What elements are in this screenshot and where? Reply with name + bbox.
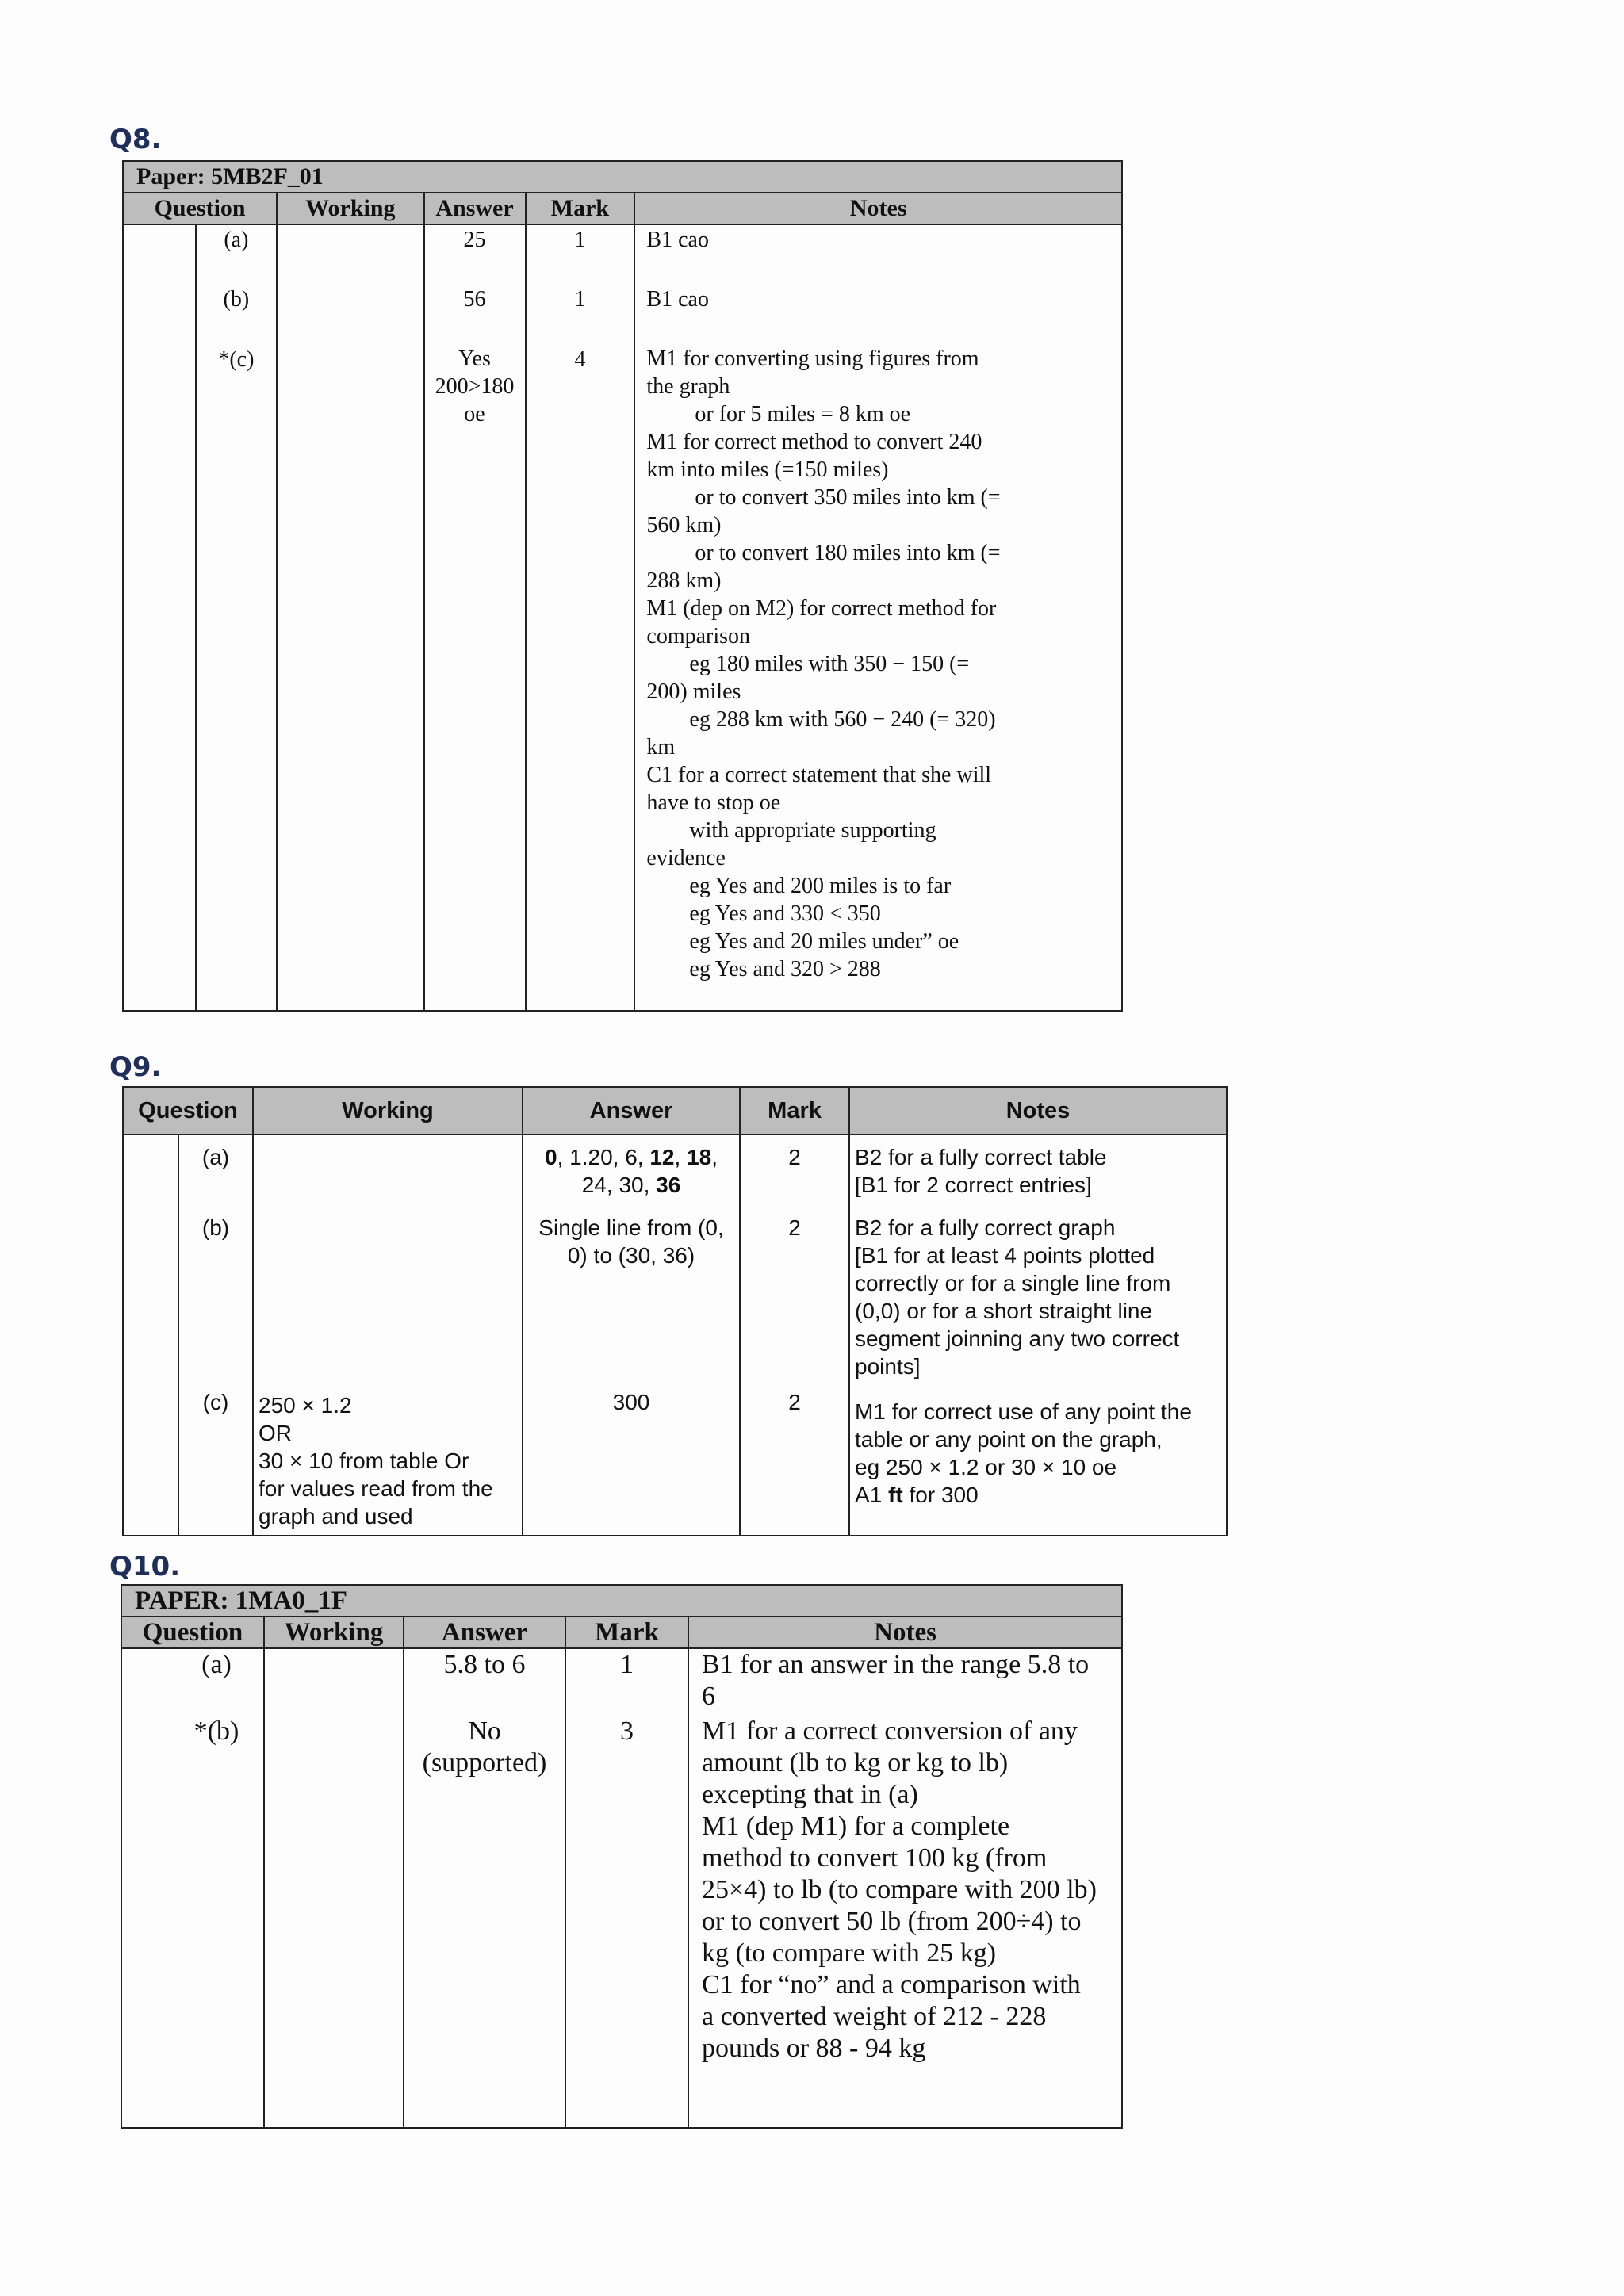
q10-mark-a: 1 — [620, 1650, 634, 1679]
q8-note-line: M1 (dep on M2) for correct method for — [646, 596, 997, 621]
q9-note-line: correctly or for a single line from — [855, 1271, 1171, 1295]
q8-note-line: eg 180 miles with 350 − 150 (= — [689, 652, 970, 676]
answer-value-bold: 18 — [687, 1145, 712, 1169]
q8-note-line: comparison — [646, 624, 751, 649]
q8-part-a: (a) — [224, 228, 249, 252]
q8-mark-c: 4 — [574, 347, 586, 372]
table-row — [121, 1648, 1122, 1716]
q10-note-line: excepting that in (a) — [702, 1780, 918, 1809]
q10-header-working: Working — [264, 1617, 404, 1648]
answer-value: , 1.20, 6, — [557, 1145, 650, 1169]
q10-note-line: method to convert 100 kg (from — [702, 1843, 1048, 1873]
q10-heading: Q10. — [109, 1551, 181, 1582]
q8-note-line: the graph — [646, 374, 730, 399]
answer-value: 24, 30, — [581, 1173, 657, 1197]
q10-header-mark: Mark — [565, 1617, 688, 1648]
q10-note-line: M1 for a correct conversion of any — [702, 1716, 1078, 1746]
q10-header-question: Question — [121, 1617, 264, 1648]
table-row — [123, 285, 1122, 345]
q8-paper-code: Paper: 5MB2F_01 — [123, 161, 1122, 193]
q10-header-answer: Answer — [404, 1617, 565, 1648]
q10-note-line: M1 (dep M1) for a complete — [702, 1812, 1010, 1841]
q9-heading: Q9. — [109, 1051, 162, 1083]
q8-header-answer: Answer — [424, 193, 526, 224]
q10-markscheme-table — [121, 1584, 1123, 2129]
table-row — [121, 1716, 1122, 2128]
q9-note-line: B2 for a fully correct graph — [855, 1215, 1116, 1240]
q9-answer-a-line2 — [523, 1171, 739, 1199]
q8-answer-a: 25 — [463, 228, 486, 252]
q10-note-line: 6 — [702, 1682, 715, 1711]
note-text: for 300 — [902, 1483, 979, 1507]
q9-mark-b: 2 — [788, 1215, 801, 1240]
q8-note-line: 288 km) — [646, 568, 722, 593]
q10-note-line: a converted weight of 212 - 228 — [702, 2002, 1047, 2031]
q9-answer-c: 300 — [612, 1390, 650, 1414]
q8-mark-a: 1 — [574, 228, 586, 252]
q9-note-line: M1 for correct use of any point the — [855, 1399, 1192, 1424]
q9-working-line: graph and used — [259, 1504, 413, 1529]
note-text-bold: ft — [888, 1483, 903, 1507]
q8-note-line: with appropriate supporting — [689, 818, 936, 843]
q10-note-line: 25×4) to lb (to compare with 200 lb) — [702, 1875, 1097, 1904]
answer-value-bold: 0 — [545, 1145, 557, 1169]
q8-note-b: B1 cao — [646, 287, 709, 312]
q9-header-mark: Mark — [740, 1087, 849, 1135]
q9-note-line: B2 for a fully correct table — [855, 1145, 1107, 1169]
answer-value-bold: 36 — [656, 1173, 681, 1197]
q8-note-line: M1 for correct method to convert 240 — [646, 430, 982, 454]
q8-answer-c-line: 200>180 oe — [435, 374, 515, 427]
q10-answer-a: 5.8 to 6 — [443, 1650, 526, 1679]
answer-value: , — [674, 1145, 688, 1169]
q10-header-notes: Notes — [688, 1617, 1122, 1648]
q10-part-a: (a) — [201, 1650, 232, 1679]
q8-note-line: eg Yes and 200 miles is to far — [689, 874, 952, 898]
q10-paper-code: PAPER: 1MA0_1F — [121, 1585, 1122, 1617]
q8-note-line: km — [646, 735, 676, 760]
q8-markscheme-table — [122, 160, 1123, 1012]
table-row — [123, 345, 1122, 1011]
q8-note-line: or for 5 miles = 8 km oe — [695, 402, 911, 427]
q9-working-line: 250 × 1.2 — [259, 1393, 352, 1418]
answer-value: , — [711, 1145, 718, 1169]
answer-value-bold: 12 — [649, 1145, 675, 1169]
q9-note-line: points] — [855, 1354, 921, 1379]
q9-note-line-final — [855, 1481, 1221, 1509]
q8-note-line: evidence — [646, 846, 726, 871]
q8-answer-b: 56 — [463, 287, 486, 312]
q10-note-line: B1 for an answer in the range 5.8 to — [702, 1650, 1090, 1679]
q9-header-working: Working — [253, 1087, 523, 1135]
table-row — [123, 1135, 1227, 1214]
q9-header-notes: Notes — [849, 1087, 1227, 1135]
q9-markscheme-table — [122, 1086, 1228, 1536]
q9-note-line: table or any point on the graph, — [855, 1427, 1162, 1452]
q8-note-line: or to convert 350 miles into km (= — [695, 485, 1001, 510]
q8-note-line: eg Yes and 320 > 288 — [689, 957, 881, 982]
q9-answer-b-line: 0) to (30, 36) — [567, 1243, 695, 1268]
q10-note-line: pounds or 88 - 94 kg — [702, 2034, 926, 2063]
q8-note-line: or to convert 180 miles into km (= — [695, 541, 1001, 565]
q8-header-mark: Mark — [526, 193, 635, 224]
table-row — [123, 224, 1122, 285]
q8-note-line: km into miles (=150 miles) — [646, 457, 889, 482]
table-row — [123, 1214, 1227, 1388]
q9-part-c: (c) — [202, 1390, 229, 1414]
q8-header-working: Working — [277, 193, 423, 224]
q8-note-line: eg Yes and 20 miles under” oe — [689, 929, 959, 954]
q9-note-line: segment joinning any two correct — [855, 1326, 1180, 1351]
q8-part-b: (b) — [223, 287, 250, 312]
q8-note-line: eg 288 km with 560 − 240 (= 320) — [689, 707, 996, 732]
q9-part-b: (b) — [201, 1215, 230, 1240]
q8-heading: Q8. — [109, 124, 162, 155]
q9-note-line: (0,0) or for a short straight line — [855, 1299, 1153, 1323]
q8-answer-c-line: Yes — [458, 346, 491, 371]
q9-note-line: [B1 for at least 4 points plotted — [855, 1243, 1155, 1268]
q10-answer-b-line: No — [468, 1716, 501, 1746]
q10-note-line: or to convert 50 lb (from 200÷4) to — [702, 1907, 1082, 1936]
q8-note-line: have to stop oe — [646, 790, 781, 815]
table-row — [123, 1388, 1227, 1536]
q10-note-line: amount (lb to kg or kg to lb) — [702, 1748, 1009, 1777]
q8-note-line: 560 km) — [646, 513, 722, 538]
q8-note-line: C1 for a correct statement that she will — [646, 763, 992, 787]
q9-working-line: 30 × 10 from table Or — [259, 1448, 469, 1473]
q10-answer-b-line: (supported) — [422, 1748, 547, 1777]
q10-note-line: C1 for “no” and a comparison with — [702, 1970, 1081, 1999]
q9-working-line: for values read from the — [259, 1476, 493, 1501]
q9-header-answer: Answer — [523, 1087, 740, 1135]
note-text: A1 — [855, 1483, 889, 1507]
q8-note-a: B1 cao — [646, 228, 709, 252]
q9-note-line: [B1 for 2 correct entries] — [855, 1173, 1092, 1197]
q8-header-notes: Notes — [634, 193, 1122, 224]
q9-part-a: (a) — [201, 1145, 230, 1169]
q10-part-b: *(b) — [193, 1716, 239, 1746]
q9-note-line: eg 250 × 1.2 or 30 × 10 oe — [855, 1455, 1117, 1479]
q8-header-question: Question — [123, 193, 277, 224]
q10-note-line: kg (to compare with 25 kg) — [702, 1938, 997, 1968]
q8-note-line: eg Yes and 330 < 350 — [689, 901, 881, 926]
q10-mark-b: 3 — [620, 1716, 634, 1746]
q9-header-question: Question — [123, 1087, 253, 1135]
q9-mark-c: 2 — [788, 1390, 801, 1414]
q8-note-line: M1 for converting using figures from — [646, 346, 979, 371]
q9-answer-b-line: Single line from (0, — [538, 1215, 724, 1240]
q8-mark-b: 1 — [574, 287, 586, 312]
q8-note-line: 200) miles — [646, 679, 741, 704]
q9-answer-a-line1 — [523, 1143, 739, 1171]
q9-working-line: OR — [259, 1421, 293, 1445]
q9-mark-a: 2 — [788, 1145, 801, 1169]
q8-part-c: *(c) — [218, 347, 255, 372]
